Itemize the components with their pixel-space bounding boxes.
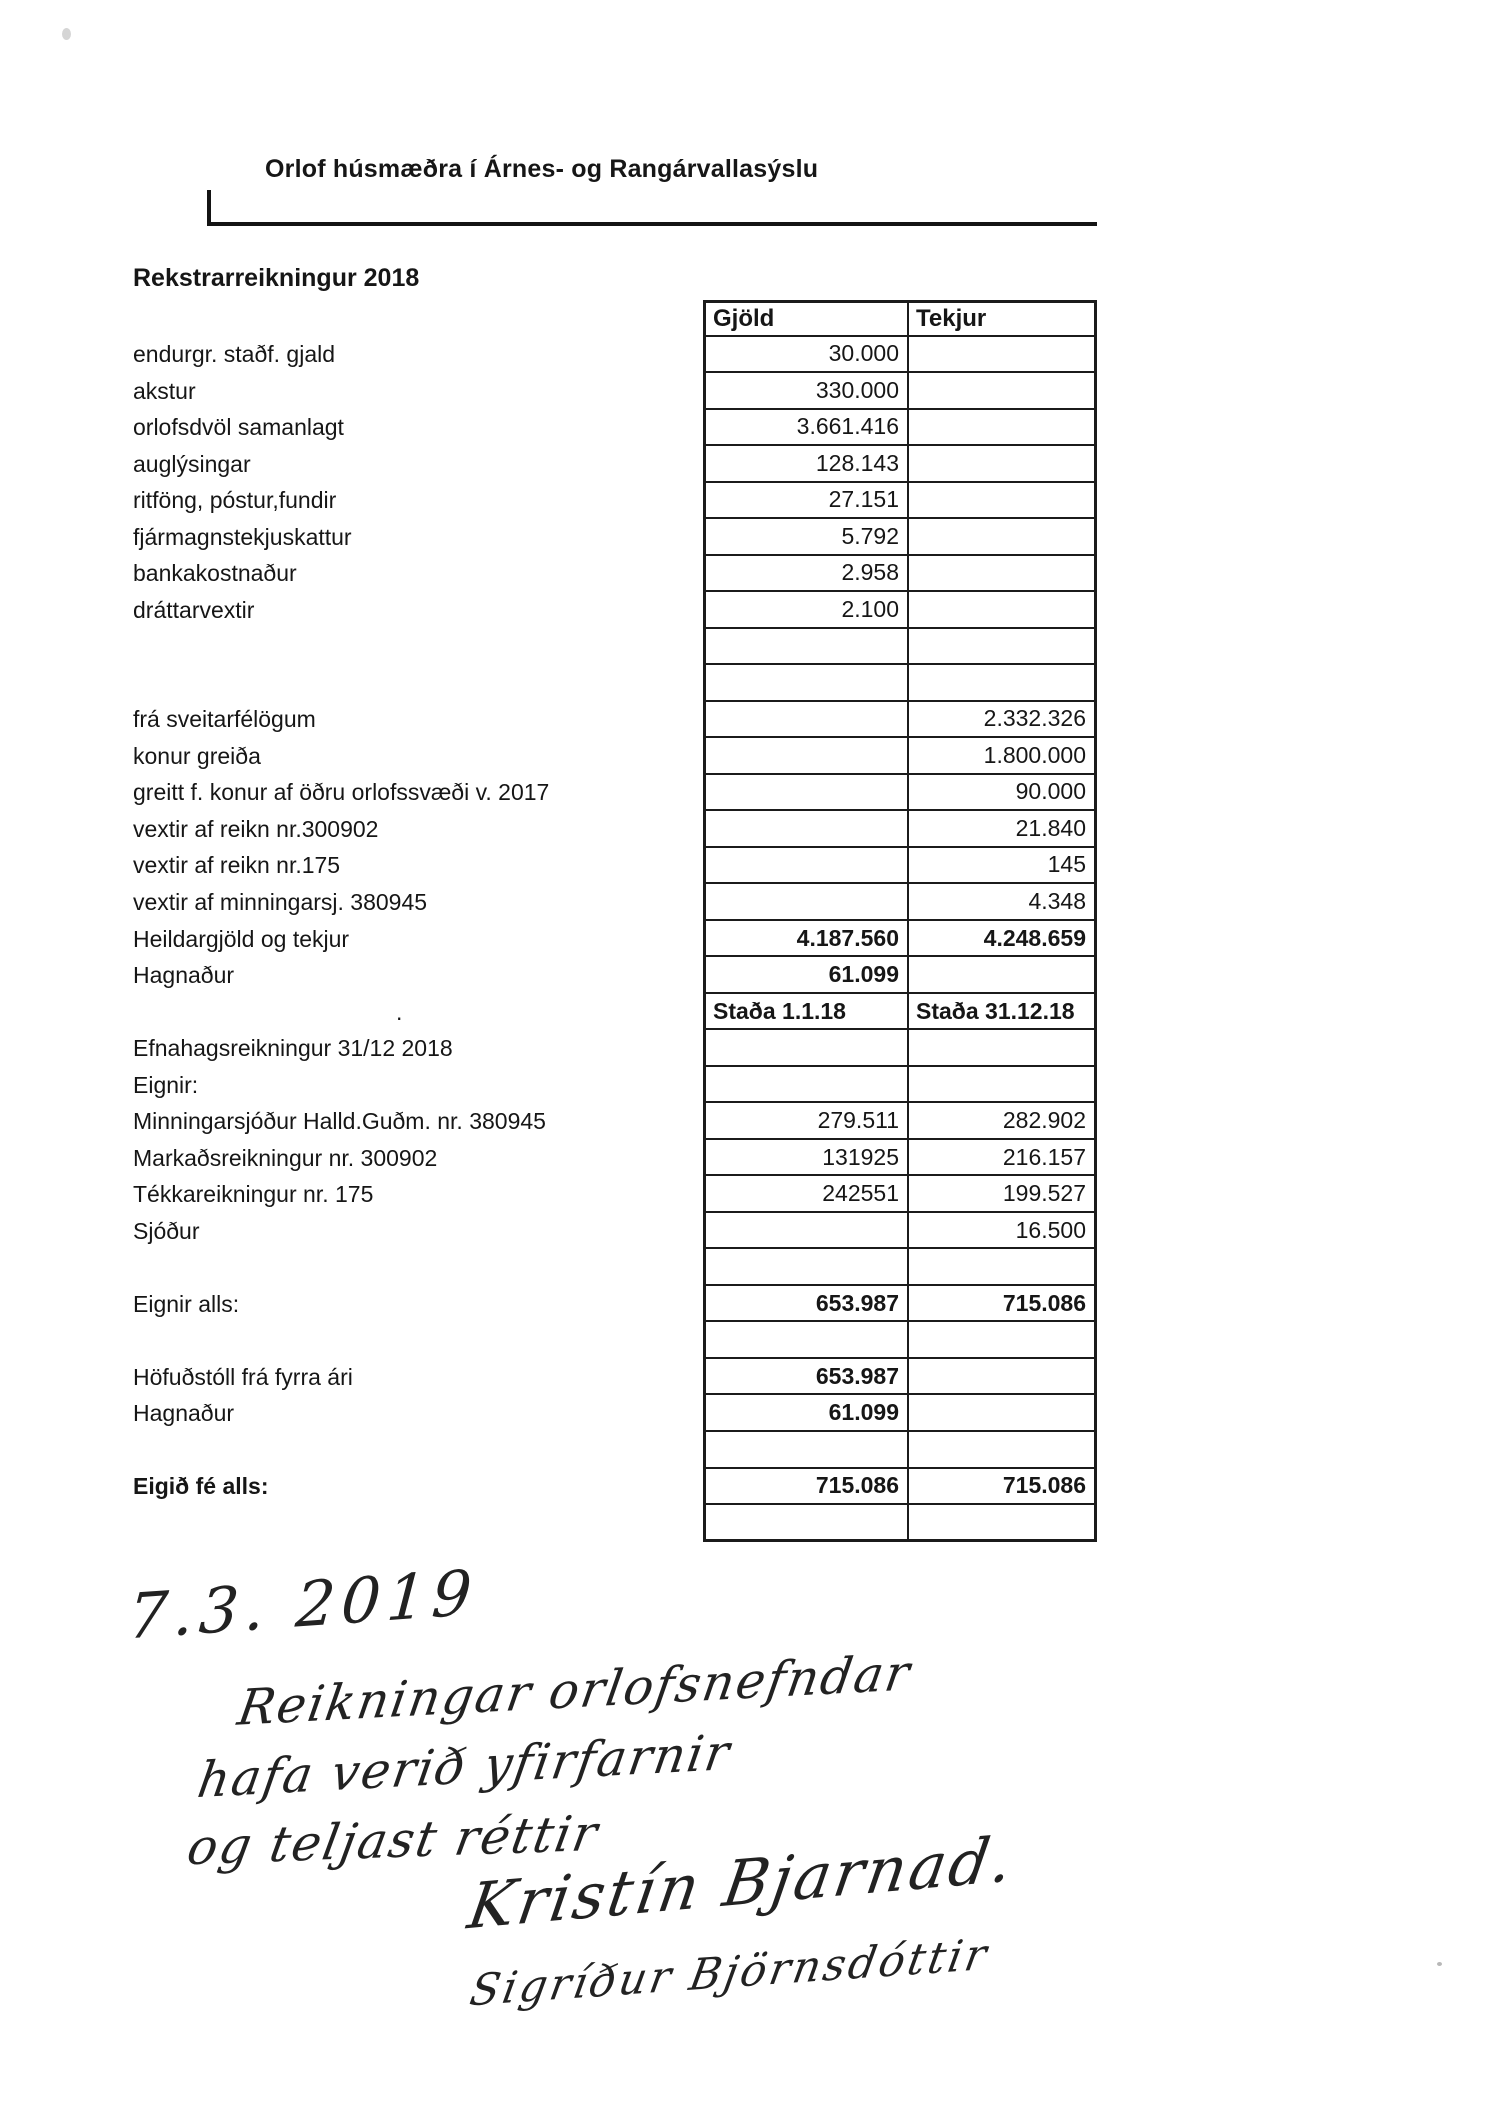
table-row [133, 738, 1097, 775]
tekjur-value-cell [909, 1030, 1097, 1067]
tekjur-value-cell: 715.086 [909, 1286, 1097, 1323]
row-label: orlofsdvöl samanlagt [133, 414, 344, 441]
tekjur-value-cell [909, 410, 1097, 447]
row-label: Minningarsjóður Halld.Guðm. nr. 380945 [133, 1108, 546, 1135]
gjold-value-cell: 128.143 [703, 446, 909, 483]
row-label: konur greiða [133, 742, 261, 769]
signature-2: Sigríður Björnsdóttir [466, 1929, 994, 2017]
row-label: Markaðsreikningur nr. 300902 [133, 1144, 438, 1171]
row-label: Heildargjöld og tekjur [133, 925, 350, 952]
table-row [133, 848, 1097, 885]
table-header-row [133, 300, 1097, 337]
gjold-value-cell: 653.987 [703, 1359, 909, 1396]
tekjur-value-cell: 1.800.000 [909, 738, 1097, 775]
gjold-value-cell [703, 775, 909, 812]
tekjur-value-cell [909, 1432, 1097, 1469]
table-row [133, 1286, 1097, 1323]
table-row [133, 1469, 1097, 1506]
tekjur-value-cell: 282.902 [909, 1103, 1097, 1140]
gjold-value-cell [703, 702, 909, 739]
row-label: fjármagnstekjuskattur [133, 523, 352, 550]
row-label: Tékkareikningur nr. 175 [133, 1181, 374, 1208]
row-label: . [396, 998, 403, 1025]
table-row [133, 1432, 1097, 1469]
financial-table [133, 300, 1097, 1542]
row-label [133, 1322, 703, 1359]
tekjur-value-cell: 90.000 [909, 775, 1097, 812]
tekjur-value-cell: 199.527 [909, 1176, 1097, 1213]
table-row [133, 884, 1097, 921]
table-row [133, 1140, 1097, 1177]
tekjur-value-cell [909, 957, 1097, 994]
table-row [133, 337, 1097, 374]
tekjur-value-cell [909, 665, 1097, 702]
signature-1: Kristín Bjarnad. [463, 1821, 1021, 1944]
gjold-value-cell: 61.099 [703, 957, 909, 994]
table-row [133, 994, 1097, 1031]
tekjur-value-cell [909, 1322, 1097, 1359]
scan-noise-speck [1437, 1962, 1442, 1966]
table-row [133, 1505, 1097, 1542]
row-label [133, 1249, 703, 1286]
table-row [133, 1359, 1097, 1396]
gjold-value-cell: 61.099 [703, 1395, 909, 1432]
table-row [133, 665, 1097, 702]
handwritten-note-line-3: og teljast réttir [183, 1804, 604, 1877]
gjold-value-cell: 4.187.560 [703, 921, 909, 958]
handwritten-date: 7.3. 2019 [125, 1555, 480, 1654]
tekjur-value-cell: 2.332.326 [909, 702, 1097, 739]
gjold-value-cell: 3.661.416 [703, 410, 909, 447]
gjold-value-cell [703, 738, 909, 775]
letterhead-rule-vertical [207, 190, 211, 226]
gjold-value-cell: 279.511 [703, 1103, 909, 1140]
table-row [133, 556, 1097, 593]
table-row [133, 483, 1097, 520]
table-row [133, 921, 1097, 958]
gjold-value-cell [703, 1249, 909, 1286]
tekjur-value-cell: 21.840 [909, 811, 1097, 848]
table-row [133, 1213, 1097, 1250]
gjold-value-cell: 330.000 [703, 373, 909, 410]
tekjur-value-cell [909, 1249, 1097, 1286]
column-header-tekjur: Tekjur [909, 300, 1097, 337]
row-label: bankakostnaður [133, 560, 297, 587]
gjold-value-cell: 131925 [703, 1140, 909, 1177]
gjold-value-cell: 715.086 [703, 1469, 909, 1506]
row-label: akstur [133, 377, 196, 404]
row-label [133, 1432, 703, 1469]
row-label: Hagnaður [133, 962, 235, 989]
gjold-value-cell: Staða 1.1.18 [703, 994, 909, 1031]
tekjur-value-cell: 4.348 [909, 884, 1097, 921]
row-label: endurgr. staðf. gjald [133, 341, 336, 368]
tekjur-value-cell [909, 592, 1097, 629]
handwritten-note-line-1: Reikningar orlofsnefndar [233, 1644, 916, 1737]
table-row [133, 446, 1097, 483]
row-label: dráttarvextir [133, 596, 255, 623]
gjold-value-cell: 242551 [703, 1176, 909, 1213]
tekjur-value-cell [909, 1505, 1097, 1542]
row-label: Sjóður [133, 1217, 200, 1244]
row-label: vextir af reikn nr.175 [133, 852, 341, 879]
row-label: Eignir: [133, 1071, 199, 1098]
gjold-value-cell [703, 811, 909, 848]
table-row [133, 1030, 1097, 1067]
tekjur-value-cell: Staða 31.12.18 [909, 994, 1097, 1031]
row-label: vextir af minningarsj. 380945 [133, 889, 428, 915]
gjold-value-cell [703, 884, 909, 921]
table-row [133, 1322, 1097, 1359]
gjold-value-cell [703, 1505, 909, 1542]
statement-title: Rekstrarreikningur 2018 [133, 264, 420, 292]
tekjur-value-cell: 715.086 [909, 1469, 1097, 1506]
row-label: Hagnaður [133, 1400, 235, 1427]
tekjur-value-cell [909, 1067, 1097, 1104]
gjold-value-cell [703, 629, 909, 666]
scan-noise-speck [62, 28, 71, 40]
gjold-value-cell: 653.987 [703, 1286, 909, 1323]
row-label [133, 1505, 703, 1542]
table-row [133, 1395, 1097, 1432]
tekjur-value-cell [909, 1359, 1097, 1396]
table-row [133, 1249, 1097, 1286]
handwritten-note-line-2: hafa verið yfirfarnir [193, 1723, 736, 1810]
table-row [133, 519, 1097, 556]
letterhead-title: Orlof húsmæðra í Árnes- og Rangárvallasýslu [265, 155, 819, 183]
row-label [133, 665, 703, 702]
table-row [133, 811, 1097, 848]
table-row [133, 1103, 1097, 1140]
table-row [133, 410, 1097, 447]
gjold-value-cell: 27.151 [703, 483, 909, 520]
tekjur-value-cell [909, 337, 1097, 374]
gjold-value-cell [703, 665, 909, 702]
table-rows [133, 337, 1097, 1542]
gjold-value-cell: 30.000 [703, 337, 909, 374]
row-label [133, 629, 703, 666]
tekjur-value-cell [909, 373, 1097, 410]
tekjur-value-cell [909, 556, 1097, 593]
tekjur-value-cell [909, 483, 1097, 520]
table-row [133, 702, 1097, 739]
row-label: vextir af reikn nr.300902 [133, 815, 379, 842]
tekjur-value-cell [909, 446, 1097, 483]
row-label: auglýsingar [133, 450, 251, 477]
row-label: Eignir alls: [133, 1290, 240, 1317]
column-header-gjold: Gjöld [703, 300, 909, 337]
tekjur-value-cell [909, 629, 1097, 666]
table-row [133, 373, 1097, 410]
gjold-value-cell: 2.100 [703, 592, 909, 629]
row-label: ritföng, póstur,fundir [133, 487, 337, 514]
gjold-value-cell [703, 1322, 909, 1359]
gjold-value-cell: 5.792 [703, 519, 909, 556]
tekjur-value-cell: 16.500 [909, 1213, 1097, 1250]
tekjur-value-cell: 216.157 [909, 1140, 1097, 1177]
table-row [133, 629, 1097, 666]
table-row [133, 1176, 1097, 1213]
gjold-value-cell [703, 1213, 909, 1250]
row-label: greitt f. konur af öðru orlofssvæði v. 2017 [133, 779, 550, 806]
table-row [133, 957, 1097, 994]
tekjur-value-cell: 145 [909, 848, 1097, 885]
tekjur-value-cell: 4.248.659 [909, 921, 1097, 958]
tekjur-value-cell [909, 1395, 1097, 1432]
gjold-value-cell [703, 1067, 909, 1104]
label-cell [133, 300, 703, 337]
table-row [133, 775, 1097, 812]
gjold-value-cell [703, 848, 909, 885]
row-label: frá sveitarfélögum [133, 706, 316, 733]
gjold-value-cell [703, 1030, 909, 1067]
row-label: Eigið fé alls: [133, 1473, 269, 1500]
gjold-value-cell: 2.958 [703, 556, 909, 593]
table-row [133, 1067, 1097, 1104]
letterhead-rule-horizontal [207, 222, 1097, 226]
row-label: Höfuðstóll frá fyrra ári [133, 1363, 353, 1390]
table-row [133, 592, 1097, 629]
row-label: Efnahagsreikningur 31/12 2018 [133, 1035, 453, 1062]
tekjur-value-cell [909, 519, 1097, 556]
gjold-value-cell [703, 1432, 909, 1469]
